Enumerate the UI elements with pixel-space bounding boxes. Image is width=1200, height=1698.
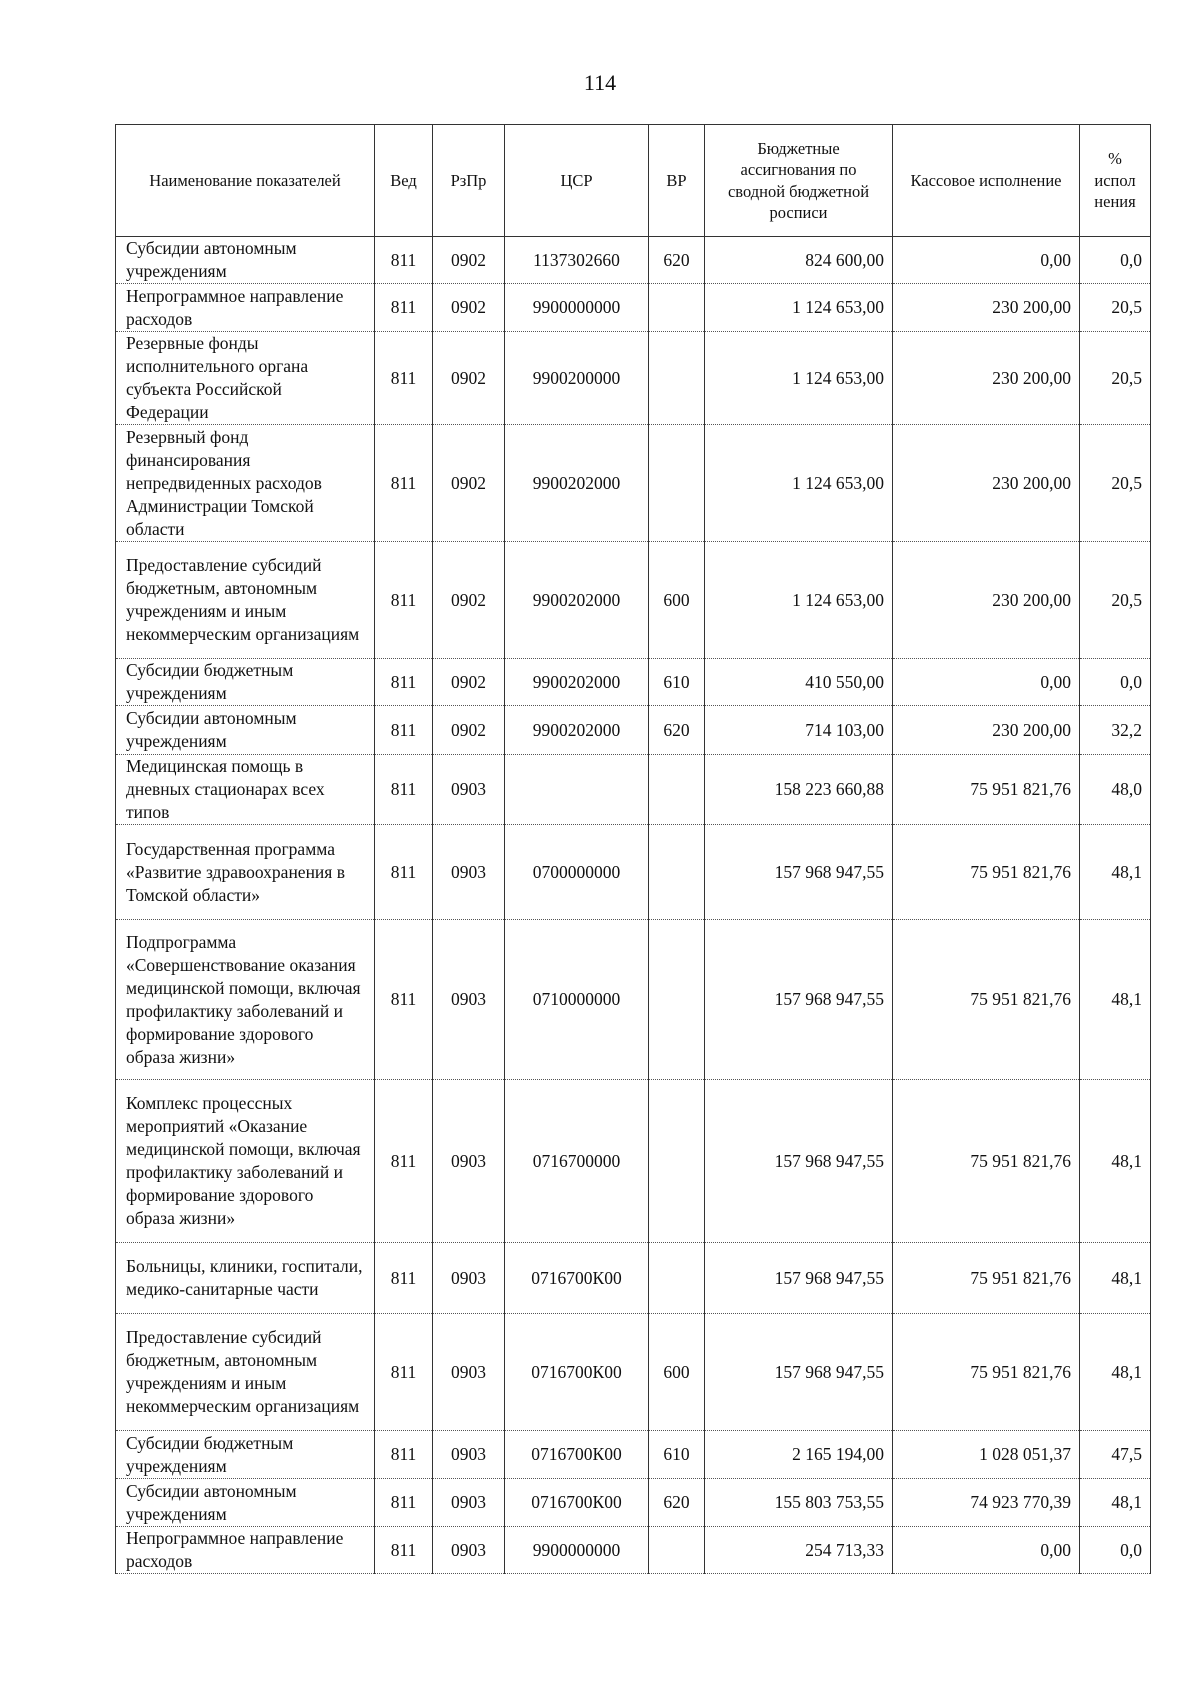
row-csr: 0716700К00 — [505, 1243, 649, 1314]
row-name: Резервные фонды исполнительного органа субъекта Российской Федерации — [116, 332, 375, 425]
row-ved: 811 — [375, 542, 433, 659]
row-budget: 155 803 753,55 — [705, 1479, 893, 1527]
row-cash: 75 951 821,76 — [893, 1080, 1080, 1243]
row-vr — [649, 425, 705, 542]
row-budget: 824 600,00 — [705, 237, 893, 284]
table-row — [116, 706, 1151, 755]
table-row — [116, 1527, 1151, 1574]
row-name: Государственная программа «Развитие здравоохранения в Томской области» — [116, 825, 375, 920]
row-percent: 20,5 — [1080, 284, 1151, 332]
row-percent: 20,5 — [1080, 332, 1151, 425]
table-row — [116, 284, 1151, 332]
row-budget: 157 968 947,55 — [705, 825, 893, 920]
row-ved: 811 — [375, 1080, 433, 1243]
row-csr: 9900202000 — [505, 706, 649, 755]
row-ved: 811 — [375, 425, 433, 542]
row-cash: 75 951 821,76 — [893, 755, 1080, 825]
row-percent: 48,1 — [1080, 1479, 1151, 1527]
row-rzpr: 0903 — [433, 825, 505, 920]
table-row — [116, 755, 1151, 825]
row-cash: 230 200,00 — [893, 284, 1080, 332]
row-budget: 1 124 653,00 — [705, 425, 893, 542]
row-cash: 0,00 — [893, 659, 1080, 706]
row-percent: 48,1 — [1080, 1314, 1151, 1431]
row-percent: 48,0 — [1080, 755, 1151, 825]
row-rzpr: 0902 — [433, 237, 505, 284]
row-name: Комплекс процессных мероприятий «Оказание медицинской помощи, включая профилактику заболеваний и формирование здорового образа жизни» — [116, 1080, 375, 1243]
row-name: Субсидии автономным учреждениям — [116, 237, 375, 284]
row-percent: 48,1 — [1080, 920, 1151, 1080]
row-percent: 48,1 — [1080, 1080, 1151, 1243]
row-name: Резервный фонд финансирования непредвиденных расходов Администрации Томской области — [116, 425, 375, 542]
row-budget: 158 223 660,88 — [705, 755, 893, 825]
row-csr: 9900202000 — [505, 542, 649, 659]
row-csr: 1137302660 — [505, 237, 649, 284]
row-rzpr: 0903 — [433, 920, 505, 1080]
row-rzpr: 0902 — [433, 284, 505, 332]
row-vr — [649, 284, 705, 332]
row-name: Субсидии автономным учреждениям — [116, 706, 375, 755]
table-row — [116, 1431, 1151, 1479]
row-csr: 0716700000 — [505, 1080, 649, 1243]
row-rzpr: 0903 — [433, 1080, 505, 1243]
row-budget: 410 550,00 — [705, 659, 893, 706]
row-vr: 610 — [649, 1431, 705, 1479]
row-vr — [649, 825, 705, 920]
row-rzpr: 0902 — [433, 425, 505, 542]
row-csr: 0700000000 — [505, 825, 649, 920]
row-ved: 811 — [375, 706, 433, 755]
row-csr: 0716700К00 — [505, 1314, 649, 1431]
row-ved: 811 — [375, 920, 433, 1080]
row-ved: 811 — [375, 1527, 433, 1574]
table-row — [116, 1314, 1151, 1431]
table-row — [116, 1479, 1151, 1527]
row-vr: 620 — [649, 237, 705, 284]
row-ved: 811 — [375, 237, 433, 284]
row-percent: 32,2 — [1080, 706, 1151, 755]
row-budget: 1 124 653,00 — [705, 284, 893, 332]
header-name: Наименование показателей — [116, 125, 375, 237]
row-rzpr: 0903 — [433, 755, 505, 825]
row-cash: 75 951 821,76 — [893, 825, 1080, 920]
header-vr: ВР — [649, 125, 705, 237]
row-budget: 2 165 194,00 — [705, 1431, 893, 1479]
row-vr — [649, 1527, 705, 1574]
header-percent: % испол нения — [1080, 125, 1151, 237]
row-percent: 0,0 — [1080, 659, 1151, 706]
row-percent: 48,1 — [1080, 1243, 1151, 1314]
row-csr: 9900202000 — [505, 425, 649, 542]
row-cash: 75 951 821,76 — [893, 920, 1080, 1080]
row-budget: 1 124 653,00 — [705, 542, 893, 659]
row-cash: 0,00 — [893, 237, 1080, 284]
header-ved: Вед — [375, 125, 433, 237]
row-rzpr: 0903 — [433, 1431, 505, 1479]
budget-table — [115, 124, 1151, 1574]
row-ved: 811 — [375, 332, 433, 425]
row-vr: 620 — [649, 1479, 705, 1527]
row-vr — [649, 1243, 705, 1314]
row-percent: 0,0 — [1080, 1527, 1151, 1574]
row-vr: 600 — [649, 1314, 705, 1431]
row-budget: 157 968 947,55 — [705, 1080, 893, 1243]
row-cash: 75 951 821,76 — [893, 1314, 1080, 1431]
row-ved: 811 — [375, 659, 433, 706]
row-csr: 9900202000 — [505, 659, 649, 706]
row-csr: 9900000000 — [505, 284, 649, 332]
row-budget: 254 713,33 — [705, 1527, 893, 1574]
table-row — [116, 332, 1151, 425]
row-vr: 620 — [649, 706, 705, 755]
row-cash: 230 200,00 — [893, 425, 1080, 542]
header-cash: Кассовое исполнение — [893, 125, 1080, 237]
row-percent: 0,0 — [1080, 237, 1151, 284]
table-row — [116, 1243, 1151, 1314]
row-rzpr: 0903 — [433, 1243, 505, 1314]
row-cash: 230 200,00 — [893, 706, 1080, 755]
table-row — [116, 825, 1151, 920]
row-budget: 157 968 947,55 — [705, 1314, 893, 1431]
row-csr: 0716700К00 — [505, 1431, 649, 1479]
row-rzpr: 0903 — [433, 1527, 505, 1574]
row-rzpr: 0902 — [433, 332, 505, 425]
row-percent: 20,5 — [1080, 425, 1151, 542]
row-ved: 811 — [375, 1479, 433, 1527]
row-rzpr: 0903 — [433, 1479, 505, 1527]
row-vr — [649, 332, 705, 425]
row-cash: 230 200,00 — [893, 332, 1080, 425]
row-vr — [649, 755, 705, 825]
row-percent: 20,5 — [1080, 542, 1151, 659]
table-row — [116, 542, 1151, 659]
row-csr — [505, 755, 649, 825]
row-ved: 811 — [375, 755, 433, 825]
row-csr: 9900000000 — [505, 1527, 649, 1574]
row-budget: 1 124 653,00 — [705, 332, 893, 425]
row-name: Субсидии бюджетным учреждениям — [116, 659, 375, 706]
table-row — [116, 1080, 1151, 1243]
page-number: 114 — [583, 70, 617, 95]
row-vr: 610 — [649, 659, 705, 706]
row-name: Предоставление субсидий бюджетным, автономным учреждениям и иным некоммерческим организациям — [116, 542, 375, 659]
row-csr: 0710000000 — [505, 920, 649, 1080]
row-budget: 714 103,00 — [705, 706, 893, 755]
row-budget: 157 968 947,55 — [705, 920, 893, 1080]
row-cash: 0,00 — [893, 1527, 1080, 1574]
row-name: Субсидии автономным учреждениям — [116, 1479, 375, 1527]
row-cash: 75 951 821,76 — [893, 1243, 1080, 1314]
row-name: Больницы, клиники, госпитали, медико-санитарные части — [116, 1243, 375, 1314]
row-name: Непрограммное направление расходов — [116, 1527, 375, 1574]
row-csr: 0716700К00 — [505, 1479, 649, 1527]
row-cash: 230 200,00 — [893, 542, 1080, 659]
table-row — [116, 920, 1151, 1080]
row-percent: 48,1 — [1080, 825, 1151, 920]
row-name: Предоставление субсидий бюджетным, автономным учреждениям и иным некоммерческим организациям — [116, 1314, 375, 1431]
table-row — [116, 425, 1151, 542]
row-ved: 811 — [375, 1243, 433, 1314]
row-csr: 9900200000 — [505, 332, 649, 425]
row-vr: 600 — [649, 542, 705, 659]
row-cash: 1 028 051,37 — [893, 1431, 1080, 1479]
table-row — [116, 659, 1151, 706]
row-ved: 811 — [375, 1314, 433, 1431]
header-budget: Бюджетные ассигнования по сводной бюджетной росписи — [705, 125, 893, 237]
row-name: Подпрограмма «Совершенствование оказания медицинской помощи, включая профилактику заболеваний и формирование здорового образа жизни» — [116, 920, 375, 1080]
row-rzpr: 0902 — [433, 659, 505, 706]
row-ved: 811 — [375, 1431, 433, 1479]
row-budget: 157 968 947,55 — [705, 1243, 893, 1314]
row-vr — [649, 920, 705, 1080]
row-name: Медицинская помощь в дневных стационарах всех типов — [116, 755, 375, 825]
row-rzpr: 0902 — [433, 706, 505, 755]
row-ved: 811 — [375, 825, 433, 920]
header-rzpr: РзПр — [433, 125, 505, 237]
row-name: Субсидии бюджетным учреждениям — [116, 1431, 375, 1479]
row-cash: 74 923 770,39 — [893, 1479, 1080, 1527]
row-name: Непрограммное направление расходов — [116, 284, 375, 332]
table-row — [116, 237, 1151, 284]
table-header-row — [116, 125, 1151, 237]
row-ved: 811 — [375, 284, 433, 332]
row-rzpr: 0903 — [433, 1314, 505, 1431]
row-rzpr: 0902 — [433, 542, 505, 659]
row-vr — [649, 1080, 705, 1243]
header-csr: ЦСР — [505, 125, 649, 237]
row-percent: 47,5 — [1080, 1431, 1151, 1479]
